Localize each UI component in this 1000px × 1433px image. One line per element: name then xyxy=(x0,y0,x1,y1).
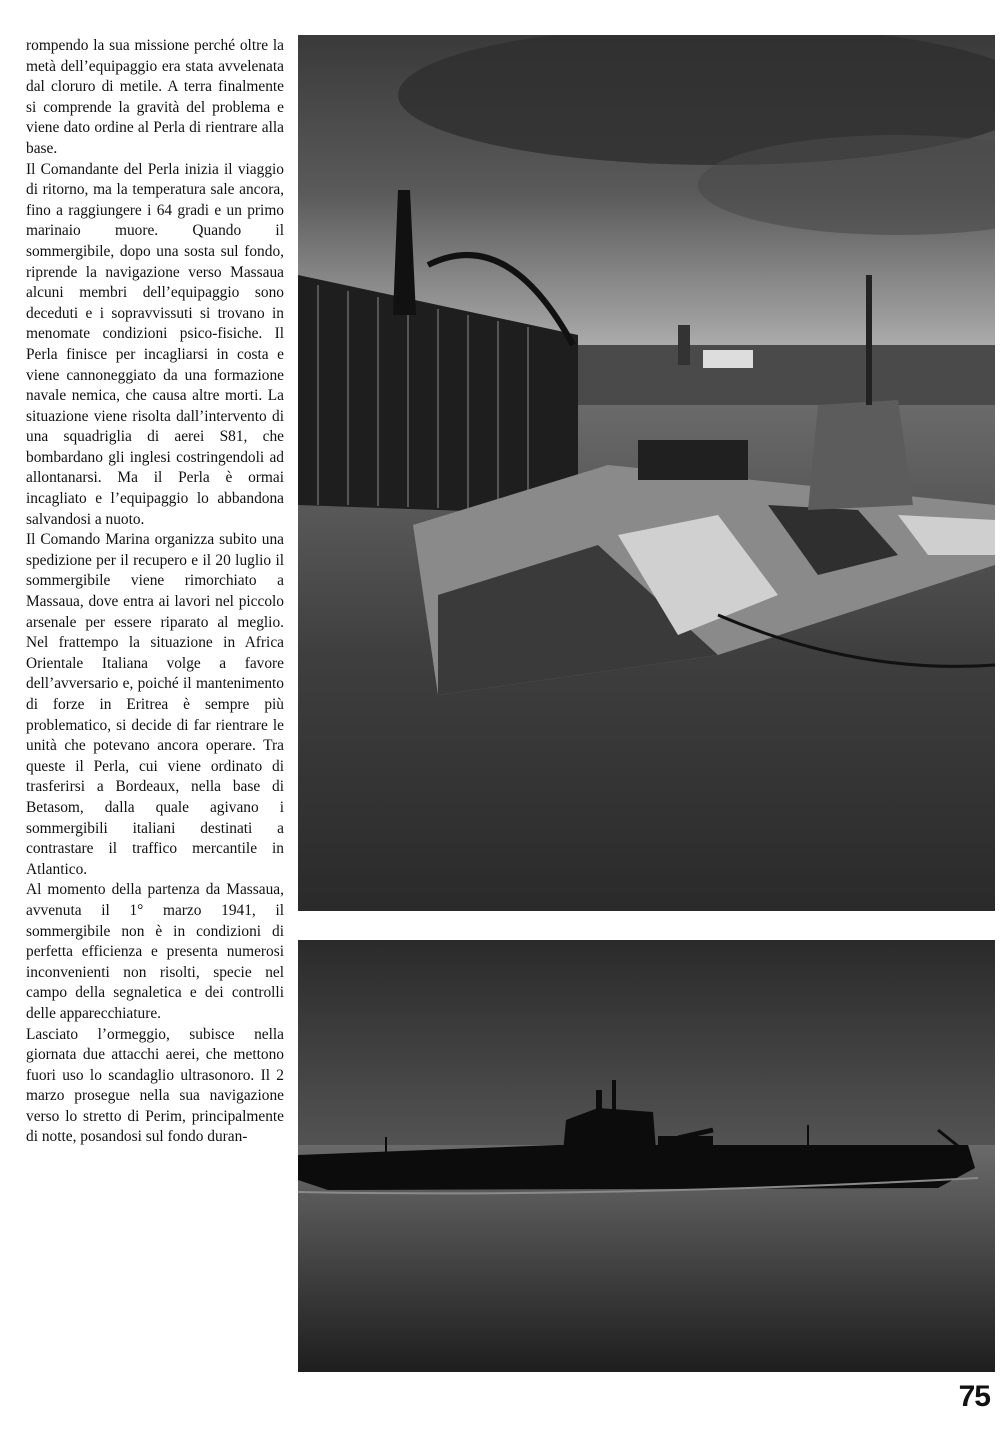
paragraph-1: rompendo la sua missione perché oltre la metà dell’equipaggio era stata avvelenata dal cloruro di metile. A terra finalmente si comprende la gravità del problema e viene dato ordine al Perla di rientrare alla base. xyxy=(26,37,284,157)
page-number: 75 xyxy=(958,1380,990,1413)
paragraph-5: Lasciato l’ormeggio, subisce nella giornata due attacchi aerei, che mettono fuori uso lo scandaglio ultrasonoro. Il 2 marzo prosegue nella sua navigazione verso lo stretto di Perim, principalmente di notte, posandosi sul fondo duran- xyxy=(26,1025,284,1146)
paragraph-2: Il Comandante del Perla inizia il viaggio di ritorno, ma la temperatura sale ancora, fino a raggiungere i 64 gradi e un primo marinaio muore. Quando il sommergibile, dopo una sosta sul fondo, riprende la navigazione verso Massaua alcuni membri dell’equipaggio sono deceduti e i sopravvissuti si trovano in menomate condizioni psico-fisiche. Il Perla finisce per incagliarsi in costa e viene cannoneggiato da una formazione navale nemica, che causa altre morti. La situazione viene risolta dall’intervento di una squadriglia di aerei S81, che bombardano gli inglesi costringendoli ad allontanarsi. Ma il Perla è ormai incagliato e l’equipaggio lo abbandona salvandosi a nuoto. xyxy=(26,160,284,528)
photo-submarine-at-sea xyxy=(298,940,995,1372)
paragraph-3: Il Comando Marina organizza subito una spedizione per il recupero e il 20 luglio il sommergibile viene rimorchiato a Massaua, dove entra ai lavori nel piccolo arsenale per essere riparato al meglio. Nel frattempo la situazione in Africa Orientale Italiana volge a favore dell’avversario e, poiché il mantenimento di forze in Eritrea è sempre più problematico, si decide di far rientrare le unità che potevano ancora operare. Tra queste il Perla, cui viene ordinato di trasferirsi a Bordeaux, nella base di Betasom, dalla quale agivano i sommergibili italiani destinati a contrastare il traffico mercantile in Atlantico. xyxy=(26,531,284,878)
article-column xyxy=(26,36,284,1148)
paragraph-4: Al momento della partenza da Massaua, avvenuta il 1° marzo 1941, il sommergibile non è in condizioni di perfetta efficienza e presenta numerosi inconvenienti non risolti, specie nel campo della segnaletica e dei controlli delle apparecchiature. xyxy=(26,881,284,1022)
photo-submarine-docked xyxy=(298,35,995,911)
